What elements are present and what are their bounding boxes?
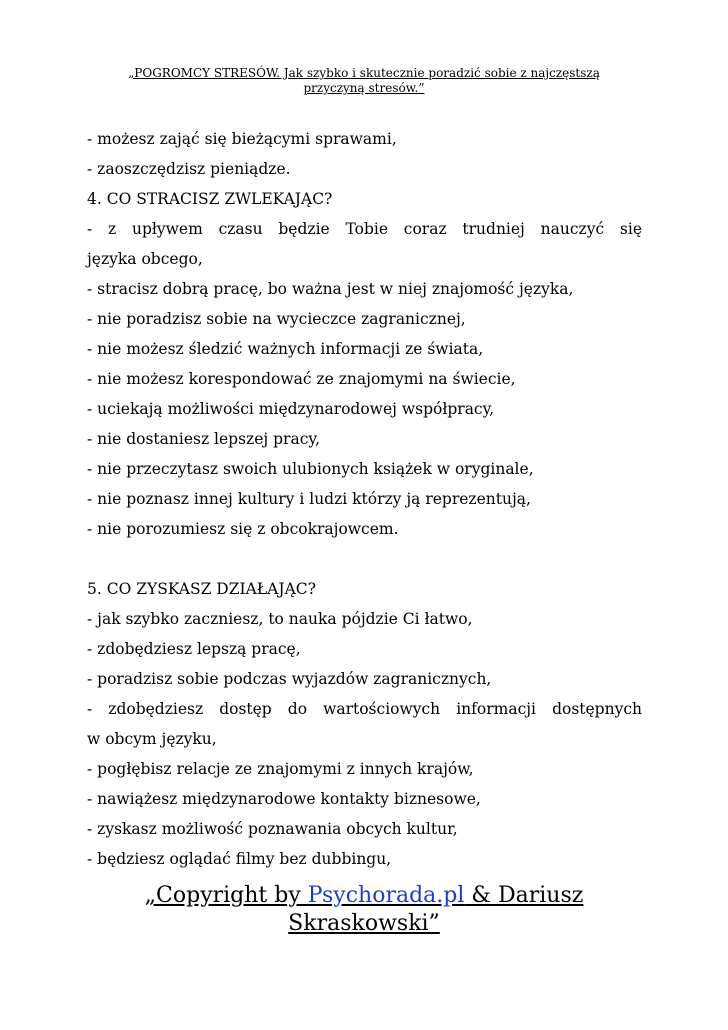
document-body (87, 124, 642, 874)
list-item: - z upływem czasu będzie Tobie coraz trudniej nauczyć się (87, 220, 642, 238)
list-item: - nie porozumiesz się z obcokrajowcem. (87, 520, 399, 538)
list-item: - zdobędziesz lepszą pracę, (87, 640, 301, 658)
list-item: - nie poradzisz sobie na wycieczce zagranicznej, (87, 310, 466, 328)
copyright-line-2: Skraskowski” (288, 911, 440, 936)
list-item: - stracisz dobrą pracę, bo ważna jest w niej znajomość języka, (87, 280, 574, 298)
psychorada-link[interactable]: Psychorada.pl (307, 883, 465, 908)
list-item: - nie dostaniesz lepszej pracy, (87, 430, 320, 448)
list-item: - nie możesz korespondować ze znajomymi na świecie, (87, 370, 516, 388)
list-item: - nie przeczytasz swoich ulubionych książek w oryginale, (87, 460, 534, 478)
list-item: - nie poznasz innej kultury i ludzi którzy ją reprezentują, (87, 490, 531, 508)
blank-line (87, 544, 642, 574)
list-item: - poradzisz sobie podczas wyjazdów zagranicznych, (87, 670, 492, 688)
copyright-footer (60, 882, 668, 938)
section-heading-5: 5. CO ZYSKASZ DZIAŁAJĄC? (87, 580, 316, 598)
list-item: - pogłębisz relacje ze znajomymi z innych krajów, (87, 760, 474, 778)
list-item: w obcym języku, (87, 730, 217, 748)
body-line: - zaoszczędzisz pieniądze. (87, 160, 291, 178)
list-item: - jak szybko zaczniesz, to nauka pójdzie Ci łatwo, (87, 610, 473, 628)
copyright-middle: & Dariusz (464, 883, 584, 908)
section-heading-4: 4. CO STRACISZ ZWLEKAJĄC? (87, 190, 333, 208)
list-item: - będziesz oglądać filmy bez dubbingu, (87, 850, 392, 868)
list-item: języka obcego, (87, 250, 203, 268)
list-item: - zyskasz możliwość poznawania obcych kultur, (87, 820, 458, 838)
list-item: - nie możesz śledzić ważnych informacji ze świata, (87, 340, 484, 358)
list-item: - zdobędziesz dostęp do wartościowych informacji dostępnych (87, 700, 642, 718)
body-line: - możesz zająć się bieżącymi sprawami, (87, 130, 397, 148)
header-line-2: przyczyną stresów.” (303, 81, 425, 95)
list-item: - nawiążesz międzynarodowe kontakty biznesowe, (87, 790, 481, 808)
header-line-1: „POGROMCY STRESÓW. Jak szybko i skutecznie poradzić sobie z najczęstszą (128, 66, 600, 80)
copyright-line-1 (60, 882, 668, 910)
copyright-prefix: „Copyright by (144, 883, 308, 908)
document-header (60, 66, 668, 96)
list-item: - uciekają możliwości międzynarodowej współpracy, (87, 400, 495, 418)
